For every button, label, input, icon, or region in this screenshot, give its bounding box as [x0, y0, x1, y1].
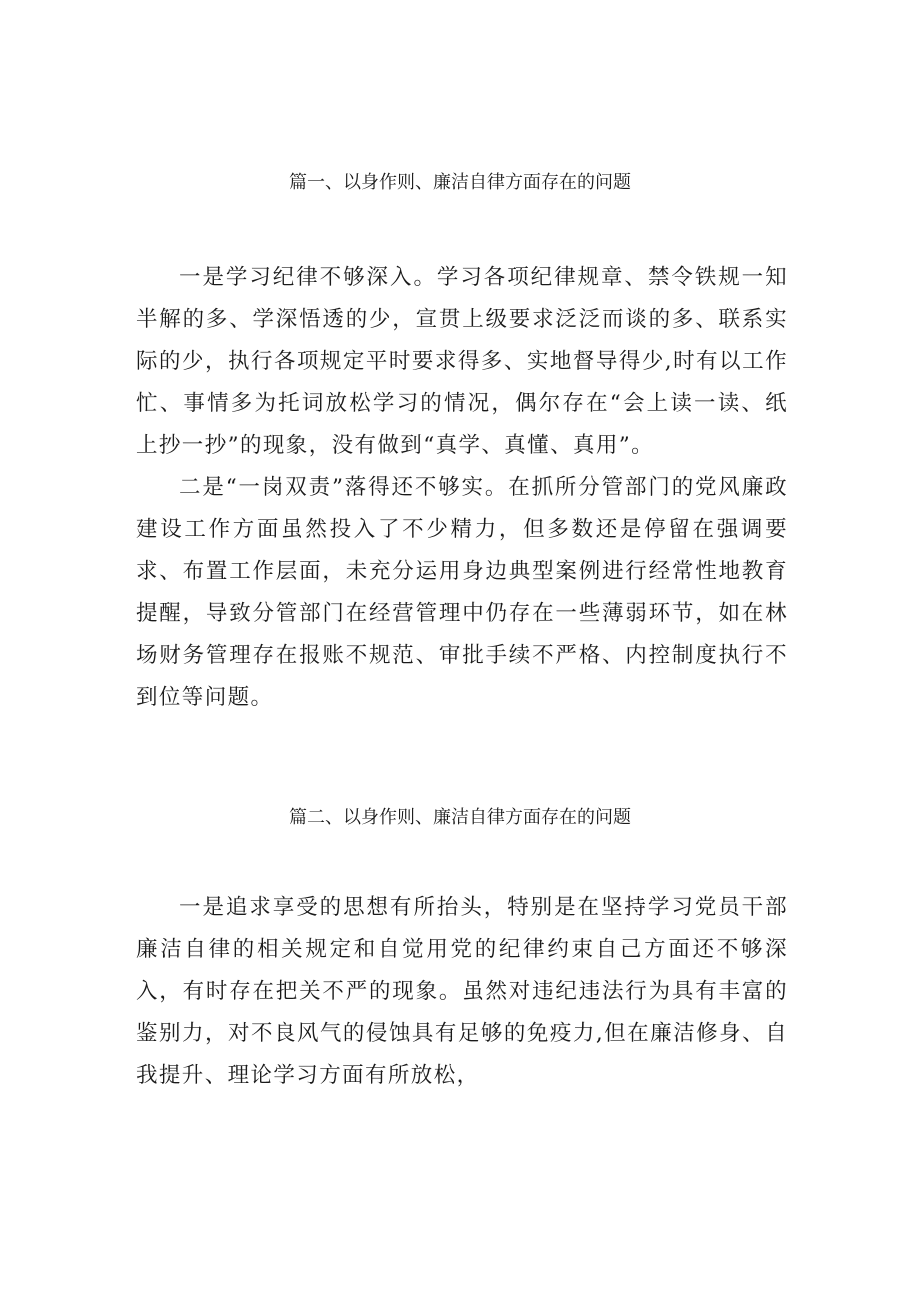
section-1-paragraph-2: 二是“一岗双责”落得还不够实。在抓所分管部门的党风廉政建设工作方面虽然投入了不少精力，但多数还是停留在强调要求、布置工作层面，未充分运用身边典型案例进行经常性地教育提醒，导致分管部门在经营管理中仍存在一些薄弱环节，如在林场财务管理存在报账不规范、审批手续不严格、内控制度执行不到位等问题。: [136, 475, 788, 710]
section-1-paragraph-1: 一是学习纪律不够深入。学习各项纪律规章、禁令铁规一知半解的多、学深悟透的少，宣贯上级要求泛泛而谈的多、联系实际的少，执行各项规定平时要求得多、实地督导得少,时有以工作忙、事情多为托词放松学习的情况，偶尔存在“会上读一读、纸上抄一抄”的现象，没有做到“真学、真懂、真用”。: [136, 265, 788, 458]
section-2-paragraph-1: 一是追求享受的思想有所抬头，特别是在坚持学习党员干部廉洁自律的相关规定和自觉用党的纪律约束自己方面还不够深入，有时存在把关不严的现象。虽然对违纪违法行为具有丰富的鉴别力，对不良风气的侵蚀具有足够的免疫力,但在廉洁修身、自我提升、理论学习方面有所放松，: [136, 895, 788, 1088]
section-2-title: 篇二、以身作则、廉洁自律方面存在的问题: [289, 807, 631, 828]
section-1-title: 篇一、以身作则、廉洁自律方面存在的问题: [289, 172, 631, 193]
